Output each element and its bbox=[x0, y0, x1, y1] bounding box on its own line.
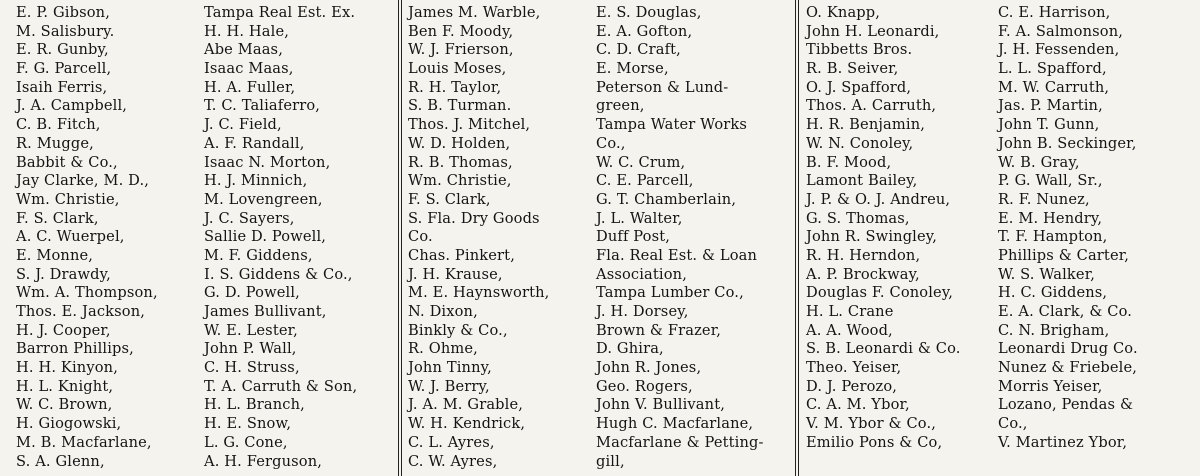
subscriber-entry: Phillips & Carter, bbox=[998, 246, 1130, 264]
subscriber-entry: James M. Warble, bbox=[408, 4, 541, 21]
name-column-6 bbox=[998, 4, 1190, 471]
subscriber-entry: E. R. Gunby, bbox=[16, 41, 109, 59]
subscriber-entry: R. F. Nunez, bbox=[998, 190, 1090, 208]
subscriber-entry: G. T. Chamberlain, bbox=[596, 190, 737, 208]
subscriber-entry: Douglas F. Conoley, bbox=[806, 284, 954, 302]
subscriber-entry: I. S. Giddens & Co., bbox=[204, 265, 353, 283]
subscriber-entry: E. A. Clark, & Co. bbox=[998, 303, 1133, 320]
subscriber-entry: S. J. Drawdy, bbox=[16, 265, 111, 283]
subscriber-entry: Babbit & Co., bbox=[16, 153, 118, 171]
subscriber-entry: M. W. Carruth, bbox=[998, 78, 1110, 96]
name-column-2 bbox=[204, 4, 394, 471]
subscriber-entry: John Tinny, bbox=[408, 359, 492, 377]
subscriber-entry: O. J. Spafford, bbox=[806, 78, 912, 96]
subscriber-entry: S. B. Leonardi & Co. bbox=[806, 340, 961, 358]
subscriber-entry: Leonardi Drug Co. bbox=[998, 340, 1138, 358]
subscriber-entry: Tampa Lumber Co., bbox=[596, 284, 744, 302]
subscriber-entry: John P. Wall, bbox=[204, 340, 297, 358]
subscriber-entry: Isaac N. Morton, bbox=[204, 153, 331, 171]
subscriber-entry: H. L. Knight, bbox=[16, 377, 114, 395]
subscriber-entry: F. A. Salmonson, bbox=[998, 22, 1124, 40]
subscriber-entry: J. A. Campbell, bbox=[16, 97, 128, 115]
subscriber-entry: E. M. Hendry, bbox=[998, 209, 1103, 227]
subscriber-entry bbox=[998, 453, 1190, 472]
subscriber-entry: H. H. Kinyon, bbox=[16, 359, 118, 377]
subscriber-entry: M. B. Macfarlane, bbox=[16, 433, 152, 451]
subscriber-entry: J. C. Sayers, bbox=[204, 209, 295, 227]
subscriber-entry: C. E. Parcell, bbox=[596, 172, 694, 190]
subscriber-entry: M. E. Haynsworth, bbox=[408, 284, 550, 302]
column-rule bbox=[401, 0, 402, 476]
subscriber-entry: H. J. Minnich, bbox=[204, 172, 308, 190]
subscriber-entry: J. H. Fessenden, bbox=[998, 41, 1120, 59]
subscriber-entry: Isaac Maas, bbox=[204, 60, 294, 78]
subscriber-entry: Co., bbox=[998, 415, 1028, 433]
subscriber-entry: O. Knapp, bbox=[806, 4, 881, 21]
name-column-3 bbox=[408, 4, 592, 471]
subscriber-entry: E. Monne, bbox=[16, 246, 94, 264]
subscriber-entry: Thos. A. Carruth, bbox=[806, 97, 937, 115]
subscriber-entry: T. C. Taliaferro, bbox=[204, 97, 321, 115]
subscriber-entry: S. B. Turman. bbox=[408, 97, 512, 115]
subscriber-entry: L. L. Spafford, bbox=[998, 60, 1107, 78]
subscriber-entry: Morris Yeiser, bbox=[998, 377, 1103, 395]
subscriber-entry: M. Lovengreen, bbox=[204, 190, 323, 208]
subscriber-entry: J. H. Krause, bbox=[408, 265, 503, 283]
subscriber-entry: C. A. M. Ybor, bbox=[806, 396, 910, 414]
name-column-1 bbox=[16, 4, 194, 471]
subscriber-entry bbox=[806, 453, 992, 472]
subscriber-entry: W. J. Berry, bbox=[408, 377, 490, 395]
subscriber-entry: H. A. Fuller, bbox=[204, 78, 296, 96]
subscriber-entry: W. S. Walker, bbox=[998, 265, 1096, 283]
subscriber-entry: H. H. Hale, bbox=[204, 22, 290, 40]
subscriber-entry: Binkly & Co., bbox=[408, 321, 508, 339]
subscriber-entry: James Bullivant, bbox=[204, 303, 327, 320]
subscriber-entry: W. E. Lester, bbox=[204, 321, 298, 339]
subscriber-entry: H. E. Snow, bbox=[204, 415, 292, 433]
subscriber-entry: T. A. Carruth & Son, bbox=[204, 377, 358, 395]
subscriber-entry: Lamont Bailey, bbox=[806, 172, 918, 190]
subscriber-entry: Nunez & Friebele, bbox=[998, 359, 1138, 377]
subscriber-entry: L. G. Cone, bbox=[204, 433, 288, 451]
subscriber-entry: C. H. Struss, bbox=[204, 359, 300, 377]
subscriber-entry: H. L. Branch, bbox=[204, 396, 305, 414]
subscriber-entry: M. F. Giddens, bbox=[204, 246, 313, 264]
subscriber-entry: J. C. Field, bbox=[204, 116, 282, 134]
subscriber-entry: Abe Maas, bbox=[204, 41, 283, 59]
subscriber-entry: Wm. A. Thompson, bbox=[16, 284, 158, 302]
subscriber-entry: Thos. E. Jackson, bbox=[16, 303, 146, 320]
subscriber-entry: C. L. Ayres, bbox=[408, 433, 495, 451]
subscriber-entry: Theo. Yeiser, bbox=[806, 359, 902, 377]
subscriber-entry: F. S. Clark, bbox=[408, 190, 491, 208]
subscriber-entry: John R. Jones, bbox=[596, 359, 702, 377]
subscriber-entry: J. P. & O. J. Andreu, bbox=[806, 190, 951, 208]
subscriber-entry: W. C. Crum, bbox=[596, 153, 686, 171]
subscriber-entry: C. B. Fitch, bbox=[16, 116, 101, 134]
subscriber-entry: M. Salisbury. bbox=[16, 22, 115, 40]
subscriber-entry: B. F. Mood, bbox=[806, 153, 892, 171]
subscriber-entry: John R. Swingley, bbox=[806, 228, 938, 246]
subscriber-entry: V. Martinez Ybor, bbox=[998, 433, 1128, 451]
subscriber-entry: H. Giogowski, bbox=[16, 415, 122, 433]
subscriber-entry: Louis Moses, bbox=[408, 60, 507, 78]
subscriber-entry: Co. bbox=[408, 228, 433, 246]
subscriber-entry: John B. Seckinger, bbox=[998, 134, 1137, 152]
subscriber-entry: D. Ghira, bbox=[596, 340, 664, 358]
subscriber-entry: Wm. Christie, bbox=[16, 190, 120, 208]
subscriber-entry: Geo. Rogers, bbox=[596, 377, 693, 395]
subscriber-entry: S. Fla. Dry Goods bbox=[408, 209, 540, 227]
subscriber-entry: Jay Clarke, M. D., bbox=[16, 172, 150, 190]
column-rule bbox=[795, 0, 796, 476]
subscriber-entry: H. C. Giddens, bbox=[998, 284, 1108, 302]
name-column-4 bbox=[596, 4, 788, 471]
subscriber-entry: G. S. Thomas, bbox=[806, 209, 910, 227]
subscriber-entry: Duff Post, bbox=[596, 228, 671, 246]
subscriber-entry: E. P. Gibson, bbox=[16, 4, 111, 21]
subscriber-entry: R. B. Thomas, bbox=[408, 153, 513, 171]
subscriber-entry: green, bbox=[596, 97, 645, 115]
subscriber-entry: R. H. Herndon, bbox=[806, 246, 921, 264]
subscriber-entry: C. N. Brigham, bbox=[998, 321, 1110, 339]
subscriber-entry: E. Morse, bbox=[596, 60, 669, 78]
subscriber-entry: H. R. Benjamin, bbox=[806, 116, 926, 134]
subscriber-entry: J. L. Walter, bbox=[596, 209, 683, 227]
subscriber-entry: Jas. P. Martin, bbox=[998, 97, 1103, 115]
subscriber-entry: Tampa Real Est. Ex. bbox=[204, 4, 356, 21]
subscriber-entry: Fla. Real Est. & Loan bbox=[596, 246, 758, 264]
subscriber-entry: W. H. Kendrick, bbox=[408, 415, 526, 433]
name-column-5 bbox=[806, 4, 992, 471]
subscriber-entry: R. Mugge, bbox=[16, 134, 94, 152]
subscriber-entry: Tibbetts Bros. bbox=[806, 41, 913, 59]
subscriber-entry: W. N. Conoley, bbox=[806, 134, 914, 152]
subscriber-entry: J. A. M. Grable, bbox=[408, 396, 524, 414]
subscriber-entry: Thos. J. Mitchel, bbox=[408, 116, 531, 134]
subscriber-entry: Co., bbox=[596, 134, 626, 152]
subscriber-entry: Wm. Christie, bbox=[408, 172, 512, 190]
subscriber-entry: R. B. Seiver, bbox=[806, 60, 899, 78]
subscriber-entry: Barron Phillips, bbox=[16, 340, 134, 358]
subscriber-entry: John H. Leonardi, bbox=[806, 22, 940, 40]
subscriber-entry: W. J. Frierson, bbox=[408, 41, 514, 59]
column-rule bbox=[798, 0, 799, 476]
subscriber-entry: F. G. Parcell, bbox=[16, 60, 112, 78]
subscriber-entry: Brown & Frazer, bbox=[596, 321, 722, 339]
column-rule bbox=[398, 0, 399, 476]
subscriber-entry: A. P. Brockway, bbox=[806, 265, 920, 283]
subscriber-entry: gill, bbox=[596, 452, 625, 470]
subscriber-entry: Lozano, Pendas & bbox=[998, 396, 1134, 414]
subscriber-entry: Isaih Ferris, bbox=[16, 78, 108, 96]
subscriber-entry: Peterson & Lund- bbox=[596, 78, 729, 96]
subscriber-entry: R. Ohme, bbox=[408, 340, 478, 358]
subscriber-entry: G. D. Powell, bbox=[204, 284, 300, 302]
subscriber-entry: Chas. Pinkert, bbox=[408, 246, 515, 264]
subscriber-entry: R. H. Taylor, bbox=[408, 78, 502, 96]
subscriber-entry: C. D. Craft, bbox=[596, 41, 681, 59]
subscriber-entry: W. C. Brown, bbox=[16, 396, 113, 414]
subscriber-entry: A. H. Ferguson, bbox=[204, 452, 323, 470]
subscriber-entry: A. C. Wuerpel, bbox=[16, 228, 125, 246]
subscriber-entry: A. A. Wood, bbox=[806, 321, 893, 339]
subscriber-entry: John T. Gunn, bbox=[998, 116, 1100, 134]
subscriber-entry: P. G. Wall, Sr., bbox=[998, 172, 1103, 190]
subscriber-entry: F. S. Clark, bbox=[16, 209, 99, 227]
subscriber-entry: E. A. Gofton, bbox=[596, 22, 693, 40]
subscriber-entry: A. F. Randall, bbox=[204, 134, 305, 152]
subscriber-entry: John V. Bullivant, bbox=[596, 396, 726, 414]
subscriber-entry: N. Dixon, bbox=[408, 303, 478, 320]
subscriber-entry: T. F. Hampton, bbox=[998, 228, 1108, 246]
subscriber-entry: E. S. Douglas, bbox=[596, 4, 702, 21]
subscriber-entry: Association, bbox=[596, 265, 688, 283]
subscriber-entry: J. H. Dorsey, bbox=[596, 303, 689, 320]
subscriber-entry: Hugh C. Macfarlane, bbox=[596, 415, 754, 433]
subscriber-entry: W. B. Gray, bbox=[998, 153, 1080, 171]
subscriber-entry: D. J. Perozo, bbox=[806, 377, 898, 395]
subscriber-entry: S. A. Glenn, bbox=[16, 452, 105, 470]
subscriber-entry: V. M. Ybor & Co., bbox=[806, 415, 937, 433]
subscriber-entry: Sallie D. Powell, bbox=[204, 228, 327, 246]
subscriber-entry: C. E. Harrison, bbox=[998, 4, 1111, 21]
subscriber-entry: Emilio Pons & Co, bbox=[806, 433, 943, 451]
subscriber-entry: Ben F. Moody, bbox=[408, 22, 514, 40]
subscriber-entry: W. D. Holden, bbox=[408, 134, 511, 152]
subscriber-entry: H. J. Cooper, bbox=[16, 321, 111, 339]
subscriber-entry: C. W. Ayres, bbox=[408, 452, 498, 470]
subscriber-entry: Macfarlane & Petting- bbox=[596, 433, 764, 451]
subscriber-entry: Tampa Water Works bbox=[596, 116, 748, 134]
subscriber-entry: H. L. Crane bbox=[806, 303, 894, 320]
